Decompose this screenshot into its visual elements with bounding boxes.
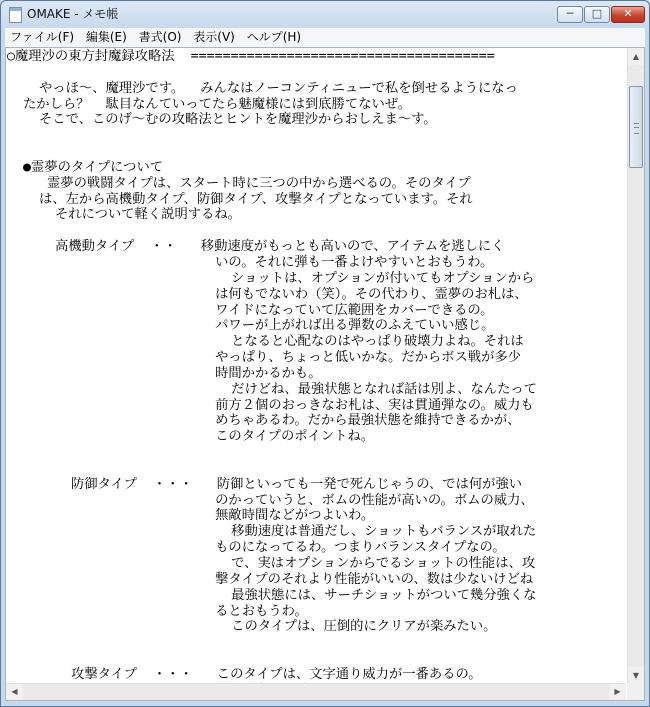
text-line [7,461,626,477]
text-line: だけどね、最強状態となれば話は別よ、なんたって [7,381,537,397]
scroll-down-arrow-icon[interactable]: ▼ [628,667,644,684]
text-line: ものになってるわ。つまりバランスタイプなの。 [7,540,506,556]
text-line: は、左から高機動タイプ、防御タイプ、攻撃タイプとなっています。それ [7,191,473,207]
close-button[interactable]: ✕ [611,6,645,23]
text-line [7,635,626,651]
text-line: ショットは、オプションが付いてもオプションから [7,270,535,286]
text-line: そこで、このげ～むの攻略法とヒントを魔理沙からおしえま～す。 [7,112,437,128]
menu-bar [5,28,645,47]
text-line: 移動速度は普通だし、ショットもバランスが取れた [7,524,537,540]
text-line: で、実はオプションからでるショットの性能は、攻 [7,556,536,571]
window-title: OMAKE - メモ帳 [27,7,119,21]
scrollbar-corner [627,683,644,700]
editor-pane [5,47,645,701]
text-line: ワイドになっていて広範囲をカバーできるの。 [7,302,494,318]
scroll-up-arrow-icon[interactable]: ▲ [628,48,644,65]
text-line: めちゃあるわ。だから最強状態を維持できるかが、 [7,413,521,429]
text-area[interactable] [6,48,626,684]
text-line: このタイプは、圧倒的にクリアが楽みたい。 [7,619,497,635]
text-line: 前方２個のおっきなお札は、実は貫通弾なの。威力も [7,397,534,413]
text-line [7,445,626,461]
text-line: それについて軽く説明するね。 [7,207,241,223]
text-line: 無敵時間などがつよいわ。 [7,508,375,524]
text-line: やっぱり、ちょっと低いかな。だからボス戦が多少 [7,350,521,366]
text-line: 攻撃タイプ ・・・ このタイプは、文字通り威力が一番あるの。 [7,666,482,682]
text-line: るとおもうわ。 [7,603,308,619]
notepad-icon [9,7,22,23]
text-line: 高機動タイプ ・・ 移動速度がもっとも高いので、アイテムを逃しにく [7,239,505,255]
vertical-scrollbar[interactable] [627,48,644,684]
text-line [7,651,626,667]
menu-edit[interactable]: 編集(E) [85,30,127,44]
minimize-button[interactable]: ─ [557,6,583,23]
maximize-button[interactable]: □ [584,6,610,23]
text-line: ○魔理沙の東方封魔録攻略法 ====================================== [7,49,495,64]
text-line: 撃タイプのそれより性能がいいの、数は少ないけどね [7,571,534,587]
text-line: ●霊夢のタイプについて [7,159,164,175]
text-line: は何もでないわ（笑）。その代わり、霊夢のお札は、 [7,286,528,302]
text-line [7,223,626,239]
text-line: 時間かかるかも。 [7,365,322,381]
text-line: たかしら？ 駄目なんていってたら魅魔様には到底勝てないぜ。 [7,96,411,112]
horizontal-scrollbar[interactable] [6,683,626,700]
scroll-right-arrow-icon[interactable]: ▶ [609,684,626,700]
text-line [7,144,626,160]
scroll-left-arrow-icon[interactable]: ◀ [6,684,23,700]
menu-help[interactable]: ヘルプ(H) [246,30,302,44]
text-line: 霊夢の戦闘タイプは、スタート時に三つの中から選べるの。そのタイプ [7,175,471,191]
text-line: のかっていうと、ボムの性能が高いの。ボムの威力、 [7,492,534,508]
vertical-scroll-thumb[interactable] [629,86,643,168]
grip-icon [634,123,639,134]
text-line: 最強状態には、サーチショットがついて幾分強くな [7,587,537,603]
title-bar[interactable] [1,1,649,28]
text-line [7,128,626,144]
menu-view[interactable]: 表示(V) [193,30,235,44]
text-line: パワーが上がれば出る弾数のふえていい感じ。 [7,318,495,334]
text-line [7,65,626,81]
text-line: 防御タイプ ・・・ 防御といっても一発で死んじゃうの、では何が強い [7,476,523,492]
text-line: いの。それに弾も一番よけやすいとおもうわ。 [7,254,494,270]
menu-file[interactable]: ファイル(F) [10,30,75,44]
text-line: やっほ～、魔理沙です。 みんなはノーコンティニューで私を倒せるようになっ [7,80,518,96]
menu-format[interactable]: 書式(O) [138,30,182,44]
text-line: このタイプのポイントね。 [7,429,375,445]
text-line: となると心配なのはやっぱり破壊力よね。それは [7,334,524,350]
